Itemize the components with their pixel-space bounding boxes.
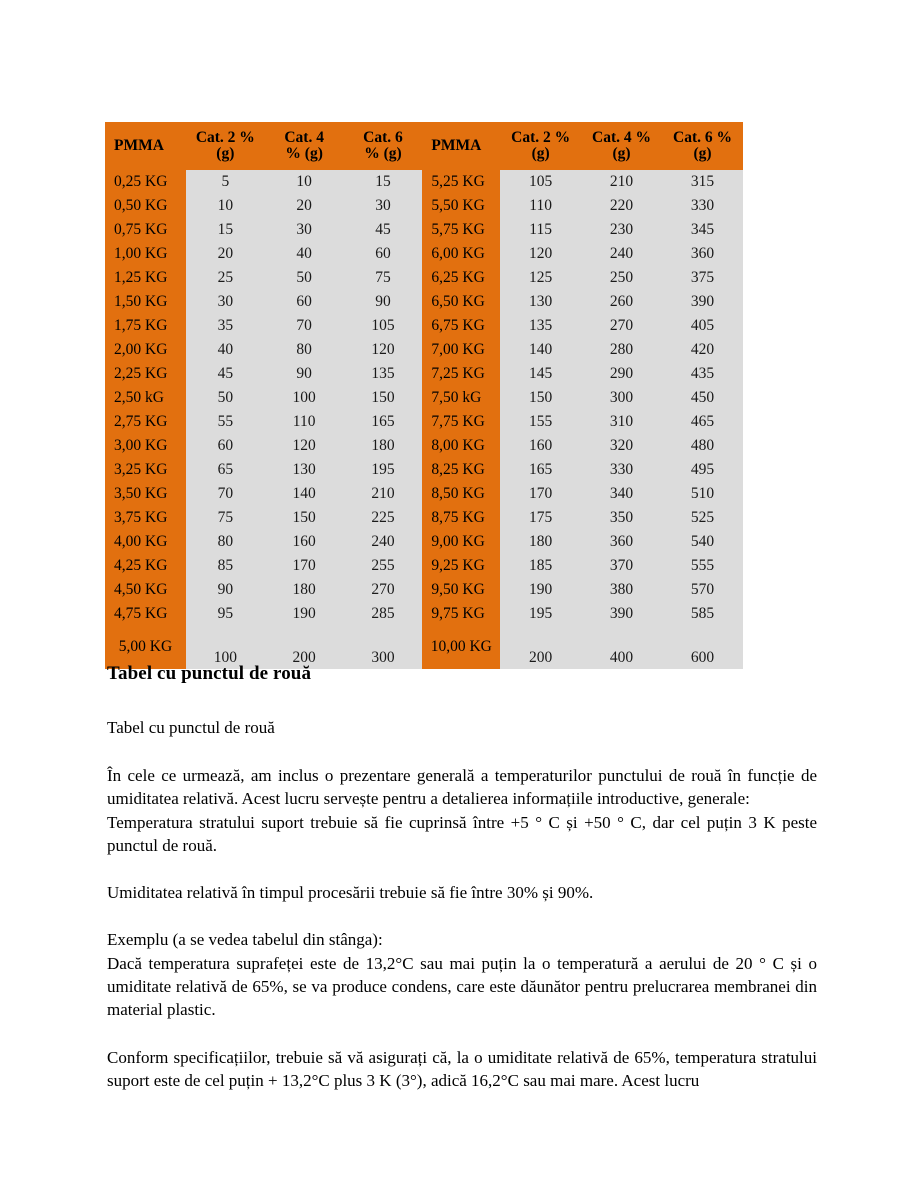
cell-pmma-right: 8,25 KG xyxy=(422,458,500,482)
cell-pmma-right: 7,75 KG xyxy=(422,410,500,434)
header-cat2-right xyxy=(500,122,581,170)
cell-cat2-left: 95 xyxy=(186,602,265,626)
cell-cat2-right: 140 xyxy=(500,338,581,362)
paragraph-temperature: Temperatura stratului suport trebuie să fie cuprinsă între +5 ° C și +50 ° C, dar cel puțin 3 K peste punctul de rouă. xyxy=(107,812,817,855)
header-cat4-right xyxy=(581,122,662,170)
cell-cat4-left: 170 xyxy=(265,554,344,578)
table-header xyxy=(105,122,743,170)
table-row xyxy=(105,362,743,386)
cell-cat4-right: 290 xyxy=(581,362,662,386)
table-row xyxy=(105,266,743,290)
cell-cat2-right: 145 xyxy=(500,362,581,386)
cell-cat2-right: 130 xyxy=(500,290,581,314)
cell-cat2-right: 105 xyxy=(500,170,581,194)
cell-cat6-right: 465 xyxy=(662,410,743,434)
cell-cat2-left: 25 xyxy=(186,266,265,290)
table-row xyxy=(105,530,743,554)
cell-cat6-right: 360 xyxy=(662,242,743,266)
cell-cat6-left: 210 xyxy=(344,482,423,506)
cell-cat4-left: 90 xyxy=(265,362,344,386)
cell-pmma-right: 5,25 KG xyxy=(422,170,500,194)
cell-pmma-right: 7,25 KG xyxy=(422,362,500,386)
cell-cat6-left: 300 xyxy=(344,626,423,669)
table-body xyxy=(105,170,743,669)
header-cat6-left-line1: Cat. 6 xyxy=(363,128,403,146)
cell-cat4-right: 240 xyxy=(581,242,662,266)
cell-cat2-left: 80 xyxy=(186,530,265,554)
table-row xyxy=(105,290,743,314)
cell-cat2-left: 90 xyxy=(186,578,265,602)
cell-cat2-right: 190 xyxy=(500,578,581,602)
cell-cat2-left: 30 xyxy=(186,290,265,314)
cell-pmma-left: 4,00 KG xyxy=(105,530,186,554)
table-row xyxy=(105,410,743,434)
paragraph-example-body: Dacă temperatura suprafeței este de 13,2°C sau mai puțin la o temperatură a aerului de 20 ° C și o umiditate relativă de 65%, se va produce condens, care este dăunător pentru prelucrarea membranei din material plastic. xyxy=(107,953,817,1020)
cell-pmma-right: 8,00 KG xyxy=(422,434,500,458)
table-row xyxy=(105,602,743,626)
cell-cat2-right: 110 xyxy=(500,194,581,218)
cell-cat4-left: 190 xyxy=(265,602,344,626)
cell-pmma-right: 8,50 KG xyxy=(422,482,500,506)
cell-pmma-left: 3,50 KG xyxy=(105,482,186,506)
cell-cat6-left: 240 xyxy=(344,530,423,554)
cell-cat2-right: 175 xyxy=(500,506,581,530)
header-cat6-left-line2: % (g) xyxy=(364,145,402,162)
table-row xyxy=(105,578,743,602)
cell-pmma-right: 7,00 KG xyxy=(422,338,500,362)
cell-cat4-right: 250 xyxy=(581,266,662,290)
article-content xyxy=(107,663,817,1092)
cell-cat2-right: 200 xyxy=(500,626,581,669)
table-row xyxy=(105,386,743,410)
header-cat2-left-line2: (g) xyxy=(216,145,235,162)
cell-cat4-left: 140 xyxy=(265,482,344,506)
table-row xyxy=(105,554,743,578)
cell-pmma-left: 2,50 kG xyxy=(105,386,186,410)
cell-cat4-left: 200 xyxy=(265,626,344,669)
table-row xyxy=(105,482,743,506)
cell-cat2-right: 125 xyxy=(500,266,581,290)
cell-cat2-right: 180 xyxy=(500,530,581,554)
paragraph-example-label: Exemplu (a se vedea tabelul din stânga): xyxy=(107,930,383,950)
table-row xyxy=(105,458,743,482)
cell-cat6-left: 105 xyxy=(344,314,423,338)
cell-cat4-left: 80 xyxy=(265,338,344,362)
cell-cat6-right: 585 xyxy=(662,602,743,626)
cell-pmma-left: 5,00 KG xyxy=(105,626,186,669)
cell-cat6-left: 165 xyxy=(344,410,423,434)
cell-cat2-right: 195 xyxy=(500,602,581,626)
table-row xyxy=(105,434,743,458)
header-cat4-left xyxy=(265,122,344,170)
cell-cat4-left: 30 xyxy=(265,218,344,242)
section-heading: Tabel cu punctul de rouă xyxy=(107,663,312,684)
cell-cat2-right: 185 xyxy=(500,554,581,578)
cell-pmma-right: 9,25 KG xyxy=(422,554,500,578)
pmma-mixing-table xyxy=(105,122,743,669)
cell-pmma-right: 9,75 KG xyxy=(422,602,500,626)
cell-cat4-right: 360 xyxy=(581,530,662,554)
cell-cat2-right: 160 xyxy=(500,434,581,458)
cell-cat4-right: 350 xyxy=(581,506,662,530)
cell-cat2-left: 5 xyxy=(186,170,265,194)
cell-cat6-right: 540 xyxy=(662,530,743,554)
header-pmma-left-line1: PMMA xyxy=(114,136,164,154)
cell-cat2-right: 135 xyxy=(500,314,581,338)
cell-cat6-left: 75 xyxy=(344,266,423,290)
cell-cat6-left: 225 xyxy=(344,506,423,530)
cell-cat4-left: 130 xyxy=(265,458,344,482)
cell-cat2-left: 20 xyxy=(186,242,265,266)
cell-cat4-right: 260 xyxy=(581,290,662,314)
cell-cat2-left: 50 xyxy=(186,386,265,410)
cell-pmma-right: 10,00 KG xyxy=(422,626,500,669)
header-cat4-left-line2: % (g) xyxy=(285,145,323,162)
cell-cat4-left: 20 xyxy=(265,194,344,218)
cell-cat6-right: 420 xyxy=(662,338,743,362)
cell-cat4-left: 150 xyxy=(265,506,344,530)
cell-cat4-right: 330 xyxy=(581,458,662,482)
cell-pmma-left: 1,75 KG xyxy=(105,314,186,338)
header-cat6-left xyxy=(344,122,423,170)
cell-pmma-right: 6,25 KG xyxy=(422,266,500,290)
cell-pmma-left: 1,00 KG xyxy=(105,242,186,266)
cell-cat4-right: 380 xyxy=(581,578,662,602)
cell-pmma-left: 0,50 KG xyxy=(105,194,186,218)
cell-cat4-left: 160 xyxy=(265,530,344,554)
cell-cat6-left: 30 xyxy=(344,194,423,218)
section-subheading: Tabel cu punctul de rouă xyxy=(107,717,275,737)
cell-cat6-left: 60 xyxy=(344,242,423,266)
cell-cat4-left: 180 xyxy=(265,578,344,602)
cell-cat6-right: 315 xyxy=(662,170,743,194)
cell-cat2-right: 155 xyxy=(500,410,581,434)
cell-cat4-right: 320 xyxy=(581,434,662,458)
cell-pmma-left: 3,75 KG xyxy=(105,506,186,530)
table-row xyxy=(105,218,743,242)
cell-cat2-right: 120 xyxy=(500,242,581,266)
cell-pmma-right: 5,50 KG xyxy=(422,194,500,218)
header-cat2-left-line1: Cat. 2 % xyxy=(195,128,255,146)
cell-cat2-left: 75 xyxy=(186,506,265,530)
cell-cat6-right: 555 xyxy=(662,554,743,578)
table-row xyxy=(105,242,743,266)
cell-cat6-right: 345 xyxy=(662,218,743,242)
cell-cat4-right: 280 xyxy=(581,338,662,362)
cell-cat6-left: 45 xyxy=(344,218,423,242)
cell-cat6-right: 480 xyxy=(662,434,743,458)
cell-cat4-right: 370 xyxy=(581,554,662,578)
cell-pmma-right: 6,75 KG xyxy=(422,314,500,338)
cell-cat6-right: 450 xyxy=(662,386,743,410)
cell-pmma-right: 9,50 KG xyxy=(422,578,500,602)
cell-cat2-left: 65 xyxy=(186,458,265,482)
cell-cat4-left: 110 xyxy=(265,410,344,434)
cell-cat2-left: 100 xyxy=(186,626,265,669)
cell-cat4-left: 10 xyxy=(265,170,344,194)
table-header-row xyxy=(105,122,743,170)
header-cat6-right-line1: Cat. 6 % xyxy=(673,128,732,146)
cell-pmma-left: 3,25 KG xyxy=(105,458,186,482)
cell-cat6-left: 255 xyxy=(344,554,423,578)
cell-cat6-left: 285 xyxy=(344,602,423,626)
cell-cat6-left: 150 xyxy=(344,386,423,410)
paragraph-humidity: Umiditatea relativă în timpul procesării trebuie să fie între 30% și 90%. xyxy=(107,883,594,903)
cell-cat6-left: 90 xyxy=(344,290,423,314)
cell-pmma-right: 7,50 kG xyxy=(422,386,500,410)
cell-cat6-right: 330 xyxy=(662,194,743,218)
header-cat4-right-line1: Cat. 4 % xyxy=(592,128,652,146)
table-row xyxy=(105,314,743,338)
cell-cat2-left: 55 xyxy=(186,410,265,434)
cell-cat6-right: 510 xyxy=(662,482,743,506)
header-cat2-right-line1: Cat. 2 % xyxy=(511,128,571,146)
cell-cat6-right: 435 xyxy=(662,362,743,386)
header-cat6-right xyxy=(662,122,743,170)
cell-pmma-right: 6,00 KG xyxy=(422,242,500,266)
cell-pmma-left: 2,75 KG xyxy=(105,410,186,434)
cell-pmma-left: 2,00 KG xyxy=(105,338,186,362)
table-row xyxy=(105,170,743,194)
header-pmma-left xyxy=(105,122,186,170)
cell-cat2-left: 40 xyxy=(186,338,265,362)
cell-pmma-left: 1,25 KG xyxy=(105,266,186,290)
cell-pmma-left: 4,25 KG xyxy=(105,554,186,578)
cell-cat4-right: 310 xyxy=(581,410,662,434)
cell-pmma-left: 1,50 KG xyxy=(105,290,186,314)
paragraph-specification: Conform specificațiilor, trebuie să vă asigurați că, la o umiditate relativă de 65%, temperatura stratului suport este de cel puțin + 13,2°C plus 3 K (3°), adică 16,2°C sau mai mare. Acest lucru xyxy=(107,1047,817,1090)
cell-cat2-right: 115 xyxy=(500,218,581,242)
cell-cat6-left: 270 xyxy=(344,578,423,602)
cell-cat4-right: 210 xyxy=(581,170,662,194)
cell-cat6-right: 570 xyxy=(662,578,743,602)
cell-cat2-left: 15 xyxy=(186,218,265,242)
cell-pmma-left: 0,75 KG xyxy=(105,218,186,242)
cell-pmma-right: 9,00 KG xyxy=(422,530,500,554)
cell-cat6-left: 195 xyxy=(344,458,423,482)
cell-pmma-right: 8,75 KG xyxy=(422,506,500,530)
cell-cat6-left: 15 xyxy=(344,170,423,194)
cell-cat2-right: 170 xyxy=(500,482,581,506)
cell-cat6-right: 495 xyxy=(662,458,743,482)
cell-cat6-right: 600 xyxy=(662,626,743,669)
cell-cat4-right: 400 xyxy=(581,626,662,669)
cell-pmma-left: 4,75 KG xyxy=(105,602,186,626)
cell-cat4-right: 300 xyxy=(581,386,662,410)
cell-cat4-right: 230 xyxy=(581,218,662,242)
cell-cat2-right: 150 xyxy=(500,386,581,410)
cell-pmma-left: 0,25 KG xyxy=(105,170,186,194)
cell-pmma-right: 6,50 KG xyxy=(422,290,500,314)
cell-cat4-right: 340 xyxy=(581,482,662,506)
cell-cat6-left: 120 xyxy=(344,338,423,362)
paragraph-intro: În cele ce urmează, am inclus o prezentare generală a temperaturilor punctului de rouă în funcție de umiditatea relativă. Acest lucru servește pentru a detalierea informațiile introductive, generale: xyxy=(107,766,817,809)
cell-cat4-left: 60 xyxy=(265,290,344,314)
cell-cat2-left: 85 xyxy=(186,554,265,578)
cell-cat4-left: 50 xyxy=(265,266,344,290)
cell-cat2-right: 165 xyxy=(500,458,581,482)
cell-cat6-right: 525 xyxy=(662,506,743,530)
header-pmma-right xyxy=(422,122,500,170)
pmma-mixing-table-container xyxy=(105,122,743,669)
table-row xyxy=(105,194,743,218)
cell-cat2-left: 10 xyxy=(186,194,265,218)
cell-cat2-left: 70 xyxy=(186,482,265,506)
header-pmma-right-line1: PMMA xyxy=(431,136,482,154)
cell-cat6-right: 375 xyxy=(662,266,743,290)
cell-cat6-right: 390 xyxy=(662,290,743,314)
cell-pmma-left: 3,00 KG xyxy=(105,434,186,458)
header-cat2-right-line2: (g) xyxy=(531,145,550,162)
cell-cat4-right: 390 xyxy=(581,602,662,626)
cell-cat4-left: 120 xyxy=(265,434,344,458)
cell-pmma-left: 2,25 KG xyxy=(105,362,186,386)
cell-cat2-left: 45 xyxy=(186,362,265,386)
cell-cat2-left: 60 xyxy=(186,434,265,458)
cell-cat6-right: 405 xyxy=(662,314,743,338)
cell-pmma-left: 4,50 KG xyxy=(105,578,186,602)
cell-cat4-left: 70 xyxy=(265,314,344,338)
table-row xyxy=(105,506,743,530)
cell-cat4-left: 100 xyxy=(265,386,344,410)
cell-pmma-right: 5,75 KG xyxy=(422,218,500,242)
cell-cat6-left: 135 xyxy=(344,362,423,386)
cell-cat4-right: 220 xyxy=(581,194,662,218)
header-cat4-right-line2: (g) xyxy=(612,145,631,162)
cell-cat4-right: 270 xyxy=(581,314,662,338)
table-row xyxy=(105,338,743,362)
cell-cat4-left: 40 xyxy=(265,242,344,266)
cell-cat6-left: 180 xyxy=(344,434,423,458)
header-cat4-left-line1: Cat. 4 xyxy=(284,128,324,146)
cell-cat2-left: 35 xyxy=(186,314,265,338)
header-cat6-right-line2: (g) xyxy=(693,145,712,162)
header-cat2-left xyxy=(186,122,265,170)
